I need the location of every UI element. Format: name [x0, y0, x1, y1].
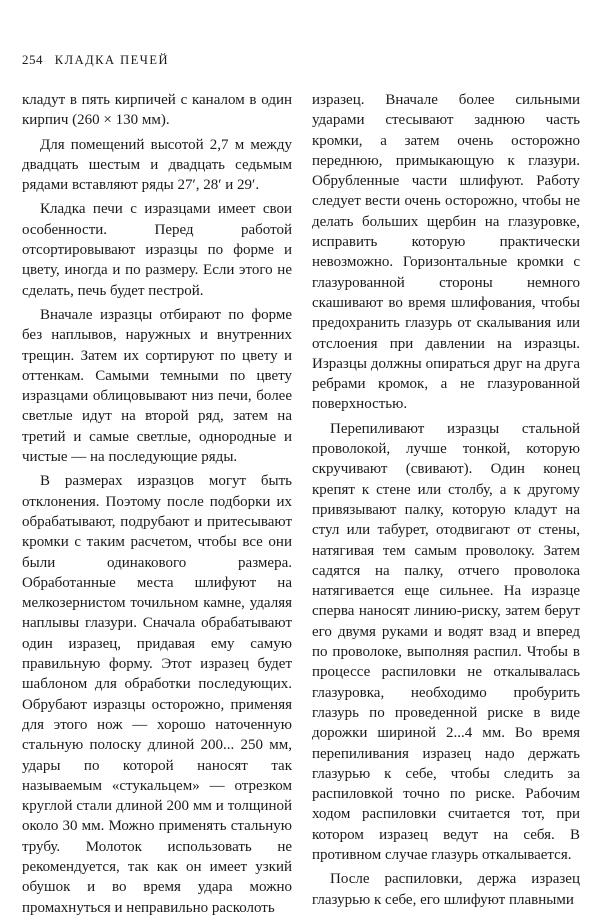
paragraph: Вначале изразцы отбирают по форме без наплывов, наружных и внутренних трещин. Затем их сортируют по цвету и оттенкам. Самыми темными по цвету изразцами облицовывают низ печи, более светлые идут на второй ряд, затем на третий и самые светлые, однородные и чистые — на последующие ряды. [22, 306, 292, 466]
paragraph: Перепиливают изразцы стальной проволокой, лучше тонкой, которую скручивают (свивают). Один конец крепят к стене или столбу, а к другому привязывают палку, которую кладут на стул или табурет, отодвигают от стены, натягивая тем самым проволоку. Затем садятся на палку, отчего проволока натягивается еще сильнее. На изразце сперва наносят линию-риску, затем берут его двумя руками и водят взад и вперед по проволоке, выполняя распил. Чтобы в процессе распиловки не откалывалась глазуровка, необходимо пробурить глазурь по проведенной риске в виде дорожки шириной 2...4 мм. Во время перепиливания изразец надо держать глазурью к себе, чтобы следить за распиловкой точно по риске. Рабочим ходом распиловки считается тот, при котором изразец ведут на себя. В противном случае глазурь откалывается. [312, 420, 580, 863]
paragraph: В размерах изразцов могут быть отклонения. Поэтому после подборки их обрабатывают, подрубают и притесывают кромки с таким расчетом, чтобы все они были одинакового размера. Обработанные места шлифуют на мелкозернистом точильном камне, удаляя наплывы глазури. Сначала обрабатывают один изразец, придавая ему самую правильную форму. Этот изразец будет шаблоном для обработки последующих. Обрубают изразцы осторожно, применяя для этого нож — хорошо наточенную стальную полоску длиной 200... 250 мм, удары по которой наносят так называемым «стукальцем» — отрезком круглой стали длиной 200 мм и толщиной около 30 мм. Можно применять стальную трубу. Молоток использовать не рекомендуется, так как он имеет узкий обушок и во время удара можно промахнуться и неправильно расколоть [22, 473, 292, 916]
paragraph: изразец. Вначале более сильными ударами стесывают заднюю часть кромки, а затем очень осторожно переднюю, примыкающую к глазури. Обрубленные части шлифуют. Работу следует вести очень осторожно, чтобы не делать больших щербин на глазуровке, исправить которую практически невозможно. Горизонтальные кромки с глазурованной стороны немного скашивают во время шлифования, чтобы предохранить глазурь от скалывания или отслоения при давлении на изразцы. Изразцы должны опираться друг на друга ребрами кромок, а не глазурованной поверхностью. [312, 92, 580, 413]
running-title: КЛАДКА ПЕЧЕЙ [54, 53, 170, 67]
paragraph: Кладка печи с изразцами имеет свои особенности. Перед работой отсортировывают изразцы по форме и цвету, иногда и по размеру. Если этого не сделать, печь будет пестрой. [22, 201, 292, 299]
paragraph: кладут в пять кирпичей с каналом в один кирпич (260 × 130 мм). [22, 92, 292, 129]
right-column [312, 90, 580, 914]
paragraph: Для помещений высотой 2,7 м между двадцать шестым и двадцать седьмым рядами вставляют ряды 27′, 28′ и 29′. [22, 136, 292, 194]
left-column [22, 90, 292, 922]
page-number: 254 [22, 52, 43, 67]
running-header [22, 52, 169, 68]
paragraph: После распиловки, держа изразец глазурью к себе, его шлифуют плавными [312, 871, 580, 908]
